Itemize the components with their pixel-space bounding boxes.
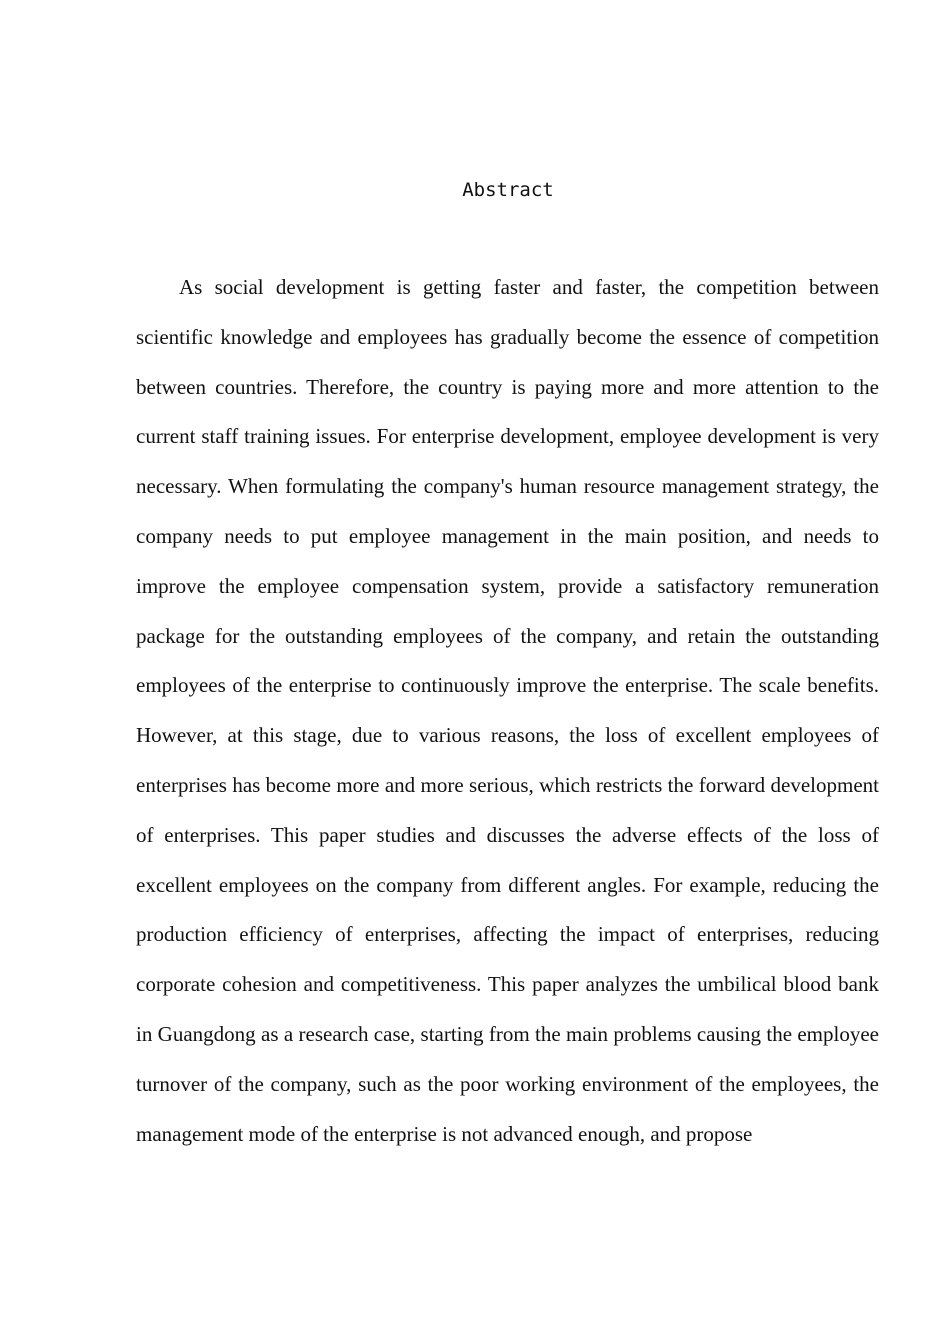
abstract-paragraph: As social development is getting faster and faster, the competition between scientific knowledge and employees has gradually become the essence of competition between countries. Therefore, the country is paying more and more attention to the current staff training issues. For enterprise development, employee development is very necessary. When formulating the company's human resource management strategy, the company needs to put employee management in the main position, and needs to improve the employee compensation system, provide a satisfactory remuneration package for the outstanding employees of the company, and retain the outstanding employees of the enterprise to continuously improve the enterprise. The scale benefits. However, at this stage, due to various reasons, the loss of excellent employees of enterprises has become more and more serious, which restricts the forward development of enterprises. This paper studies and discusses the adverse effects of the loss of excellent employees on the company from different angles. For example, reducing the production efficiency of enterprises, affecting the impact of enterprises, reducing corporate cohesion and competitiveness. This paper analyzes the umbilical blood bank in Guangdong as a research case, starting from the main problems causing the employee turnover of the company, such as the poor working environment of the employees, the management mode of the enterprise is not advanced enough, and propose xyxy=(136,275,879,1146)
page-title: Abstract xyxy=(462,179,554,201)
